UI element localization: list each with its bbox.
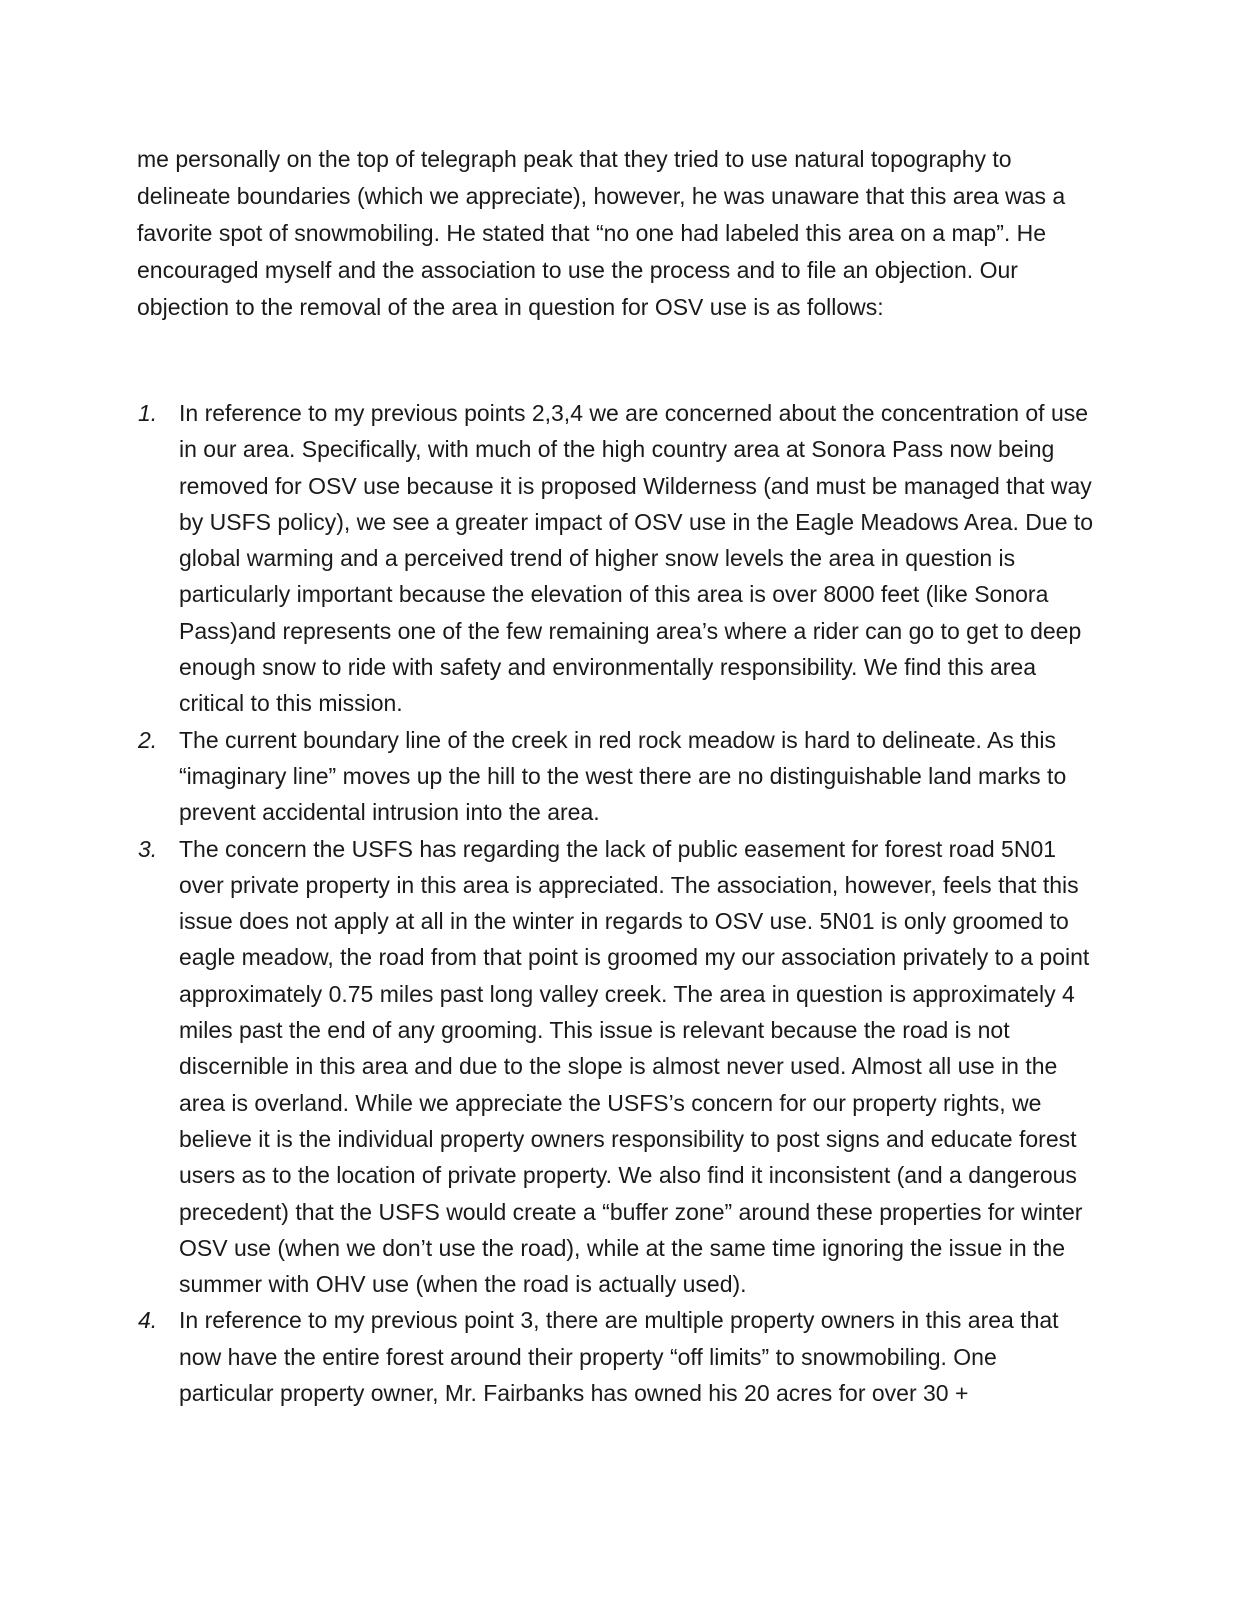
list-item-number: 2. [138,726,158,753]
list-item-text: The current boundary line of the creek in red rock meadow is hard to delineate. As this “imaginary line” moves up the hill to the west there are no distinguishable land marks to prevent accidental intrusion into the area. [179,726,1067,826]
list-item [137,1302,1097,1411]
objection-list [137,395,1097,1411]
intro-paragraph: me personally on the top of telegraph peak that they tried to use natural topography to delineate boundaries (which we appreciate), however, he was unaware that this area was a favorite spot of snowmobiling. He stated that “no one had labeled this area on a map”. He encouraged myself and the association to use the process and to file an objection. Our objection to the removal of the area in question for OSV use is as follows: [137,146,1066,320]
list-item-text: The concern the USFS has regarding the lack of public easement for forest road 5N01 over private property in this area is appreciated. The association, however, feels that this issue does not apply at all in the winter in regards to OSV use. 5N01 is only groomed to eagle meadow, the road from that point is groomed my our association privately to a point approximately 0.75 miles past long valley creek. The area in question is approximately 4 miles past the end of any grooming. This issue is relevant because the road is not discernible in this area and due to the slope is almost never used. Almost all use in the area is overland. While we appreciate the USFS’s concern for our property rights, we believe it is the individual property owners responsibility to post signs and educate forest users as to the location of private property. We also find it inconsistent (and a dangerous precedent) that the USFS would create a “buffer zone” around these properties for winter OSV use (when we don’t use the road), while at the same time ignoring the issue in the summer with OHV use (when the road is actually used). [179,835,1090,1298]
list-item [137,395,1097,722]
list-item [137,722,1097,831]
list-item-number: 3. [138,835,158,862]
list-item-text: In reference to my previous point 3, there are multiple property owners in this area that now have the entire forest around their property “off limits” to snowmobiling. One particular property owner, Mr. Fairbanks has owned his 20 acres for over 30 + [179,1307,1059,1407]
list-item [137,831,1097,1303]
list-item-number: 4. [138,1307,158,1334]
list-item-number: 1. [138,400,158,426]
list-item-text: In reference to my previous points 2,3,4 we are concerned about the concentration of use in our area. Specifically, with much of the high country area at Sonora Pass now being removed for OSV use because it is proposed Wilderness (and must be managed that way by USFS policy), we see a greater impact of OSV use in the Eagle Meadows Area. Due to global warming and a perceived trend of higher snow levels the area in question is particularly important because the elevation of this area is over 8000 feet (like Sonora Pass)and represents one of the few remaining area’s where a rider can go to get to deep enough snow to ride with safety and environmentally responsibility. We find this area critical to this mission. [179,400,1094,717]
